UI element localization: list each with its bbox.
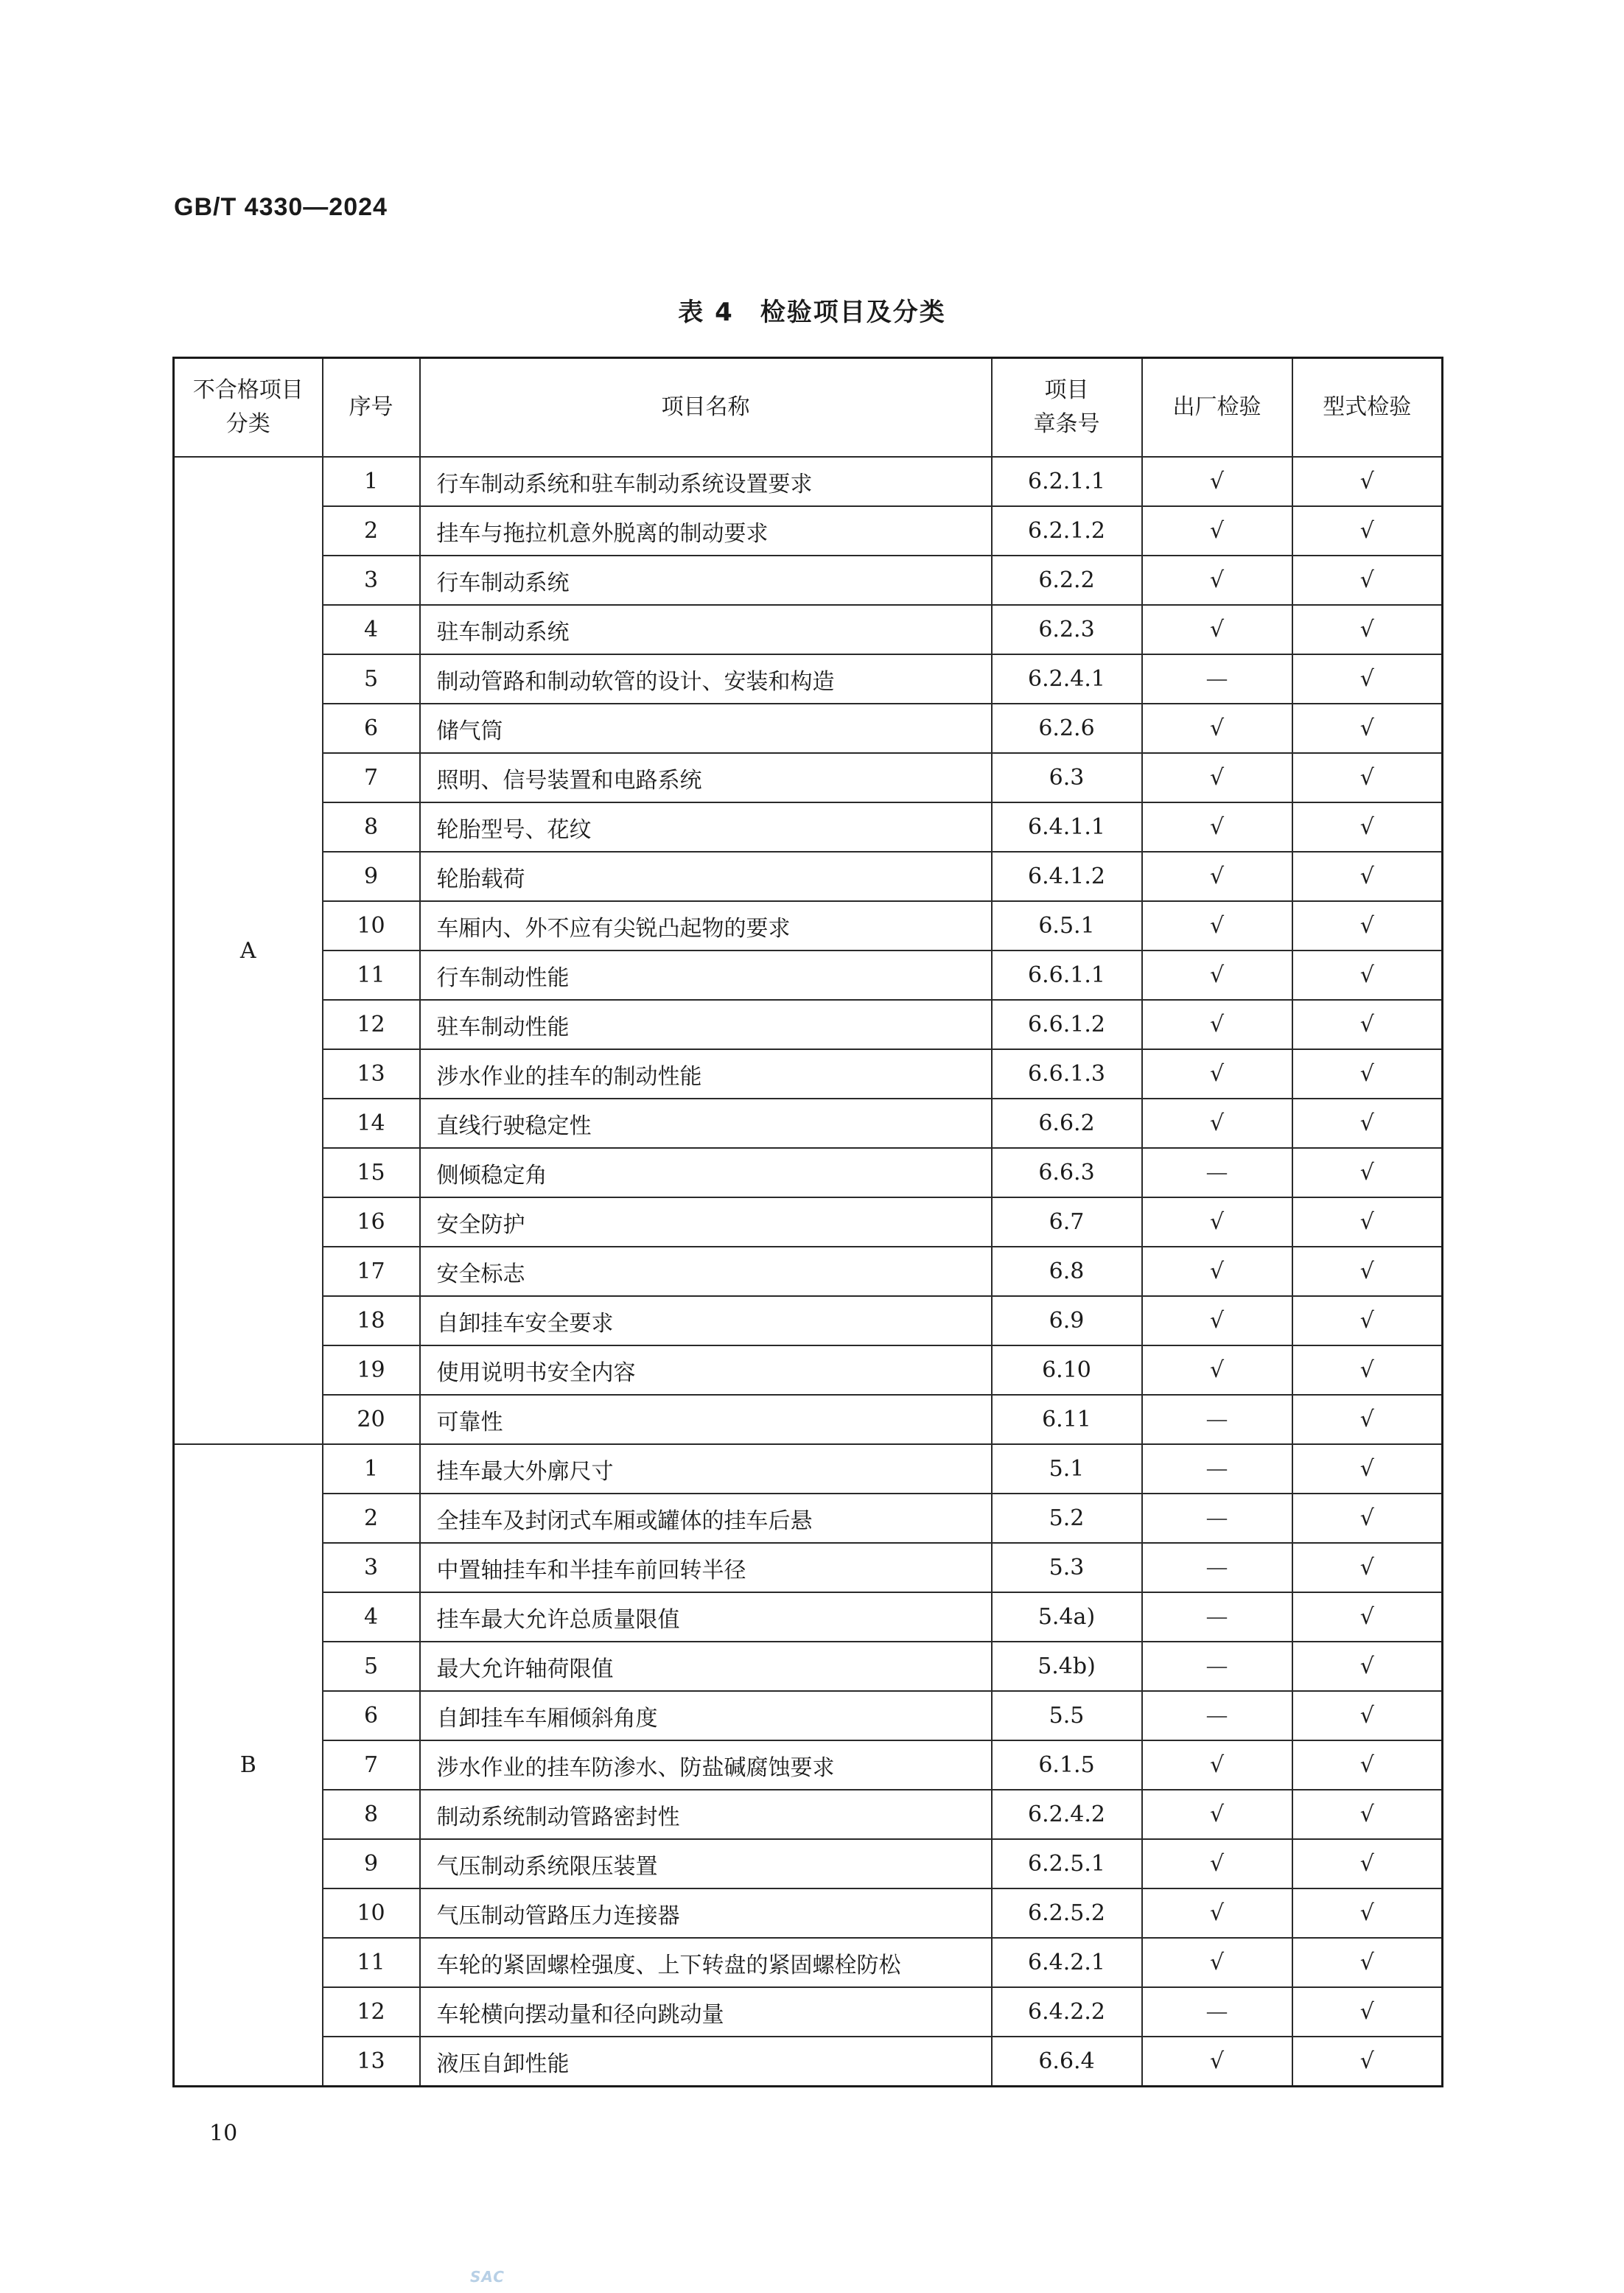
item-name-cell: 自卸挂车车厢倾斜角度 xyxy=(420,1691,992,1740)
table-row xyxy=(174,605,1443,654)
seq-cell: 15 xyxy=(323,1148,420,1197)
seq-cell: 11 xyxy=(323,1938,420,1987)
item-name-cell: 车轮横向摆动量和径向跳动量 xyxy=(420,1987,992,2037)
type-inspection-cell: √ xyxy=(1292,1740,1443,1790)
table-row xyxy=(174,1099,1443,1148)
factory-inspection-cell: — xyxy=(1142,1494,1292,1543)
item-name-cell: 液压自卸性能 xyxy=(420,2037,992,2087)
clause-cell: 6.1.5 xyxy=(992,1740,1142,1790)
page-number: 10 xyxy=(209,2121,238,2146)
table-title xyxy=(0,292,1624,328)
factory-inspection-cell: √ xyxy=(1142,1099,1292,1148)
clause-cell: 6.6.3 xyxy=(992,1148,1142,1197)
factory-inspection-cell: √ xyxy=(1142,605,1292,654)
table-row xyxy=(174,506,1443,556)
table-row xyxy=(174,753,1443,802)
type-inspection-cell: √ xyxy=(1292,556,1443,605)
item-name-cell: 行车制动性能 xyxy=(420,951,992,1000)
clause-cell: 6.2.1.2 xyxy=(992,506,1142,556)
seq-cell: 10 xyxy=(323,901,420,951)
item-name-cell: 安全防护 xyxy=(420,1197,992,1247)
table-number: 表 4 xyxy=(678,298,734,327)
item-name-cell: 制动管路和制动软管的设计、安装和构造 xyxy=(420,654,992,704)
item-name-cell: 挂车与拖拉机意外脱离的制动要求 xyxy=(420,506,992,556)
item-name-cell: 自卸挂车安全要求 xyxy=(420,1296,992,1345)
item-name-cell: 最大允许轴荷限值 xyxy=(420,1642,992,1691)
category-cell: A xyxy=(174,457,323,1444)
item-name-cell: 可靠性 xyxy=(420,1395,992,1444)
standard-code: GB/T 4330—2024 xyxy=(174,193,388,221)
clause-cell: 6.2.5.1 xyxy=(992,1839,1142,1888)
type-inspection-cell: √ xyxy=(1292,1345,1443,1395)
factory-inspection-cell: — xyxy=(1142,1691,1292,1740)
item-name-cell: 安全标志 xyxy=(420,1247,992,1296)
table-row xyxy=(174,1049,1443,1099)
clause-cell: 6.11 xyxy=(992,1395,1142,1444)
table-row xyxy=(174,2037,1443,2087)
table-row xyxy=(174,901,1443,951)
type-inspection-cell: √ xyxy=(1292,1987,1443,2037)
clause-cell: 5.2 xyxy=(992,1494,1142,1543)
factory-inspection-cell: √ xyxy=(1142,951,1292,1000)
clause-cell: 6.6.1.1 xyxy=(992,951,1142,1000)
item-name-cell: 挂车最大外廓尺寸 xyxy=(420,1444,992,1494)
clause-cell: 6.3 xyxy=(992,753,1142,802)
item-name-cell: 挂车最大允许总质量限值 xyxy=(420,1592,992,1642)
table-row xyxy=(174,1345,1443,1395)
clause-cell: 6.2.2 xyxy=(992,556,1142,605)
table-row xyxy=(174,951,1443,1000)
table-header-row xyxy=(174,358,1443,458)
type-inspection-cell: √ xyxy=(1292,1197,1443,1247)
clause-cell: 6.5.1 xyxy=(992,901,1142,951)
factory-inspection-cell: √ xyxy=(1142,556,1292,605)
item-name-cell: 直线行驶稳定性 xyxy=(420,1099,992,1148)
clause-cell: 6.2.4.1 xyxy=(992,654,1142,704)
factory-inspection-cell: √ xyxy=(1142,457,1292,506)
type-inspection-cell: √ xyxy=(1292,1395,1443,1444)
type-inspection-cell: √ xyxy=(1292,1444,1443,1494)
factory-inspection-cell: √ xyxy=(1142,802,1292,852)
seq-cell: 6 xyxy=(323,1691,420,1740)
inspection-items-table xyxy=(172,357,1443,2087)
seq-cell: 8 xyxy=(323,802,420,852)
factory-inspection-cell: √ xyxy=(1142,704,1292,753)
type-inspection-cell: √ xyxy=(1292,1099,1443,1148)
seq-cell: 5 xyxy=(323,1642,420,1691)
table-row xyxy=(174,457,1443,506)
type-inspection-cell: √ xyxy=(1292,802,1443,852)
type-inspection-cell: √ xyxy=(1292,951,1443,1000)
header-type-inspection: 型式检验 xyxy=(1292,358,1443,458)
table-row xyxy=(174,1642,1443,1691)
table-row xyxy=(174,1197,1443,1247)
seq-cell: 13 xyxy=(323,1049,420,1099)
table-row xyxy=(174,1691,1443,1740)
type-inspection-cell: √ xyxy=(1292,1839,1443,1888)
factory-inspection-cell: √ xyxy=(1142,852,1292,901)
factory-inspection-cell: √ xyxy=(1142,1000,1292,1049)
table-title-text: 检验项目及分类 xyxy=(760,298,946,327)
item-name-cell: 气压制动管路压力连接器 xyxy=(420,1888,992,1938)
seq-cell: 10 xyxy=(323,1888,420,1938)
item-name-cell: 轮胎型号、花纹 xyxy=(420,802,992,852)
clause-cell: 6.2.6 xyxy=(992,704,1142,753)
seq-cell: 20 xyxy=(323,1395,420,1444)
factory-inspection-cell: √ xyxy=(1142,506,1292,556)
item-name-cell: 行车制动系统 xyxy=(420,556,992,605)
factory-inspection-cell: √ xyxy=(1142,1197,1292,1247)
clause-cell: 6.9 xyxy=(992,1296,1142,1345)
seq-cell: 16 xyxy=(323,1197,420,1247)
clause-cell: 6.7 xyxy=(992,1197,1142,1247)
item-name-cell: 照明、信号装置和电路系统 xyxy=(420,753,992,802)
table-row xyxy=(174,1790,1443,1839)
factory-inspection-cell: √ xyxy=(1142,1888,1292,1938)
table-row xyxy=(174,654,1443,704)
table-row xyxy=(174,1296,1443,1345)
table-row xyxy=(174,1987,1443,2037)
type-inspection-cell: √ xyxy=(1292,1148,1443,1197)
item-name-cell: 行车制动系统和驻车制动系统设置要求 xyxy=(420,457,992,506)
factory-inspection-cell: √ xyxy=(1142,1345,1292,1395)
sac-watermark: SAC xyxy=(470,2268,505,2286)
clause-cell: 5.3 xyxy=(992,1543,1142,1592)
type-inspection-cell: √ xyxy=(1292,1790,1443,1839)
table-row xyxy=(174,704,1443,753)
type-inspection-cell: √ xyxy=(1292,1296,1443,1345)
clause-cell: 5.4a) xyxy=(992,1592,1142,1642)
clause-cell: 5.4b) xyxy=(992,1642,1142,1691)
clause-cell: 6.6.1.2 xyxy=(992,1000,1142,1049)
factory-inspection-cell: √ xyxy=(1142,753,1292,802)
seq-cell: 18 xyxy=(323,1296,420,1345)
type-inspection-cell: √ xyxy=(1292,1000,1443,1049)
seq-cell: 5 xyxy=(323,654,420,704)
item-name-cell: 气压制动系统限压装置 xyxy=(420,1839,992,1888)
clause-cell: 6.10 xyxy=(992,1345,1142,1395)
type-inspection-cell: √ xyxy=(1292,1888,1443,1938)
clause-cell: 6.6.4 xyxy=(992,2037,1142,2087)
seq-cell: 2 xyxy=(323,1494,420,1543)
header-category: 不合格项目 分类 xyxy=(174,358,323,458)
factory-inspection-cell: — xyxy=(1142,654,1292,704)
factory-inspection-cell: — xyxy=(1142,1543,1292,1592)
item-name-cell: 使用说明书安全内容 xyxy=(420,1345,992,1395)
seq-cell: 4 xyxy=(323,605,420,654)
type-inspection-cell: √ xyxy=(1292,506,1443,556)
seq-cell: 2 xyxy=(323,506,420,556)
factory-inspection-cell: √ xyxy=(1142,1247,1292,1296)
seq-cell: 17 xyxy=(323,1247,420,1296)
table-row xyxy=(174,802,1443,852)
clause-cell: 5.1 xyxy=(992,1444,1142,1494)
clause-cell: 6.8 xyxy=(992,1247,1142,1296)
table-row xyxy=(174,1148,1443,1197)
clause-cell: 6.2.3 xyxy=(992,605,1142,654)
type-inspection-cell: √ xyxy=(1292,2037,1443,2087)
table-body xyxy=(174,457,1443,2087)
type-inspection-cell: √ xyxy=(1292,753,1443,802)
clause-cell: 6.2.5.2 xyxy=(992,1888,1142,1938)
type-inspection-cell: √ xyxy=(1292,1049,1443,1099)
factory-inspection-cell: √ xyxy=(1142,1049,1292,1099)
item-name-cell: 涉水作业的挂车的制动性能 xyxy=(420,1049,992,1099)
factory-inspection-cell: — xyxy=(1142,1148,1292,1197)
factory-inspection-cell: — xyxy=(1142,1987,1292,2037)
seq-cell: 4 xyxy=(323,1592,420,1642)
factory-inspection-cell: — xyxy=(1142,1592,1292,1642)
clause-cell: 6.4.2.1 xyxy=(992,1938,1142,1987)
type-inspection-cell: √ xyxy=(1292,654,1443,704)
table-row xyxy=(174,1494,1443,1543)
item-name-cell: 制动系统制动管路密封性 xyxy=(420,1790,992,1839)
clause-cell: 6.4.1.2 xyxy=(992,852,1142,901)
item-name-cell: 全挂车及封闭式车厢或罐体的挂车后悬 xyxy=(420,1494,992,1543)
clause-cell: 6.4.1.1 xyxy=(992,802,1142,852)
seq-cell: 12 xyxy=(323,1987,420,2037)
type-inspection-cell: √ xyxy=(1292,704,1443,753)
table-row xyxy=(174,1938,1443,1987)
seq-cell: 14 xyxy=(323,1099,420,1148)
type-inspection-cell: √ xyxy=(1292,1642,1443,1691)
factory-inspection-cell: — xyxy=(1142,1642,1292,1691)
factory-inspection-cell: √ xyxy=(1142,2037,1292,2087)
clause-cell: 5.5 xyxy=(992,1691,1142,1740)
factory-inspection-cell: — xyxy=(1142,1395,1292,1444)
seq-cell: 7 xyxy=(323,1740,420,1790)
seq-cell: 12 xyxy=(323,1000,420,1049)
type-inspection-cell: √ xyxy=(1292,1543,1443,1592)
item-name-cell: 储气筒 xyxy=(420,704,992,753)
clause-cell: 6.4.2.2 xyxy=(992,1987,1142,2037)
seq-cell: 3 xyxy=(323,556,420,605)
type-inspection-cell: √ xyxy=(1292,457,1443,506)
item-name-cell: 驻车制动性能 xyxy=(420,1000,992,1049)
type-inspection-cell: √ xyxy=(1292,1494,1443,1543)
table-row xyxy=(174,1740,1443,1790)
seq-cell: 9 xyxy=(323,852,420,901)
table-row xyxy=(174,1592,1443,1642)
seq-cell: 19 xyxy=(323,1345,420,1395)
factory-inspection-cell: √ xyxy=(1142,1938,1292,1987)
seq-cell: 9 xyxy=(323,1839,420,1888)
category-cell: B xyxy=(174,1444,323,2087)
item-name-cell: 车轮的紧固螺栓强度、上下转盘的紧固螺栓防松 xyxy=(420,1938,992,1987)
table-row xyxy=(174,1839,1443,1888)
item-name-cell: 中置轴挂车和半挂车前回转半径 xyxy=(420,1543,992,1592)
type-inspection-cell: √ xyxy=(1292,852,1443,901)
table-row xyxy=(174,1395,1443,1444)
seq-cell: 11 xyxy=(323,951,420,1000)
table-row xyxy=(174,1543,1443,1592)
clause-cell: 6.2.1.1 xyxy=(992,457,1142,506)
item-name-cell: 轮胎载荷 xyxy=(420,852,992,901)
type-inspection-cell: √ xyxy=(1292,1592,1443,1642)
factory-inspection-cell: √ xyxy=(1142,901,1292,951)
factory-inspection-cell: √ xyxy=(1142,1296,1292,1345)
item-name-cell: 驻车制动系统 xyxy=(420,605,992,654)
type-inspection-cell: √ xyxy=(1292,605,1443,654)
header-seq: 序号 xyxy=(323,358,420,458)
type-inspection-cell: √ xyxy=(1292,1938,1443,1987)
table-row xyxy=(174,1888,1443,1938)
table-row xyxy=(174,852,1443,901)
item-name-cell: 涉水作业的挂车防渗水、防盐碱腐蚀要求 xyxy=(420,1740,992,1790)
seq-cell: 1 xyxy=(323,457,420,506)
table-row xyxy=(174,1247,1443,1296)
factory-inspection-cell: √ xyxy=(1142,1839,1292,1888)
seq-cell: 6 xyxy=(323,704,420,753)
seq-cell: 7 xyxy=(323,753,420,802)
table-row xyxy=(174,1444,1443,1494)
seq-cell: 8 xyxy=(323,1790,420,1839)
clause-cell: 6.6.1.3 xyxy=(992,1049,1142,1099)
seq-cell: 3 xyxy=(323,1543,420,1592)
header-clause: 项目 章条号 xyxy=(992,358,1142,458)
type-inspection-cell: √ xyxy=(1292,1691,1443,1740)
table-row xyxy=(174,556,1443,605)
factory-inspection-cell: — xyxy=(1142,1444,1292,1494)
clause-cell: 6.6.2 xyxy=(992,1099,1142,1148)
header-item-name: 项目名称 xyxy=(420,358,992,458)
clause-cell: 6.2.4.2 xyxy=(992,1790,1142,1839)
item-name-cell: 车厢内、外不应有尖锐凸起物的要求 xyxy=(420,901,992,951)
type-inspection-cell: √ xyxy=(1292,901,1443,951)
seq-cell: 1 xyxy=(323,1444,420,1494)
factory-inspection-cell: √ xyxy=(1142,1740,1292,1790)
table-row xyxy=(174,1000,1443,1049)
item-name-cell: 侧倾稳定角 xyxy=(420,1148,992,1197)
factory-inspection-cell: √ xyxy=(1142,1790,1292,1839)
type-inspection-cell: √ xyxy=(1292,1247,1443,1296)
header-factory-inspection: 出厂检验 xyxy=(1142,358,1292,458)
seq-cell: 13 xyxy=(323,2037,420,2087)
